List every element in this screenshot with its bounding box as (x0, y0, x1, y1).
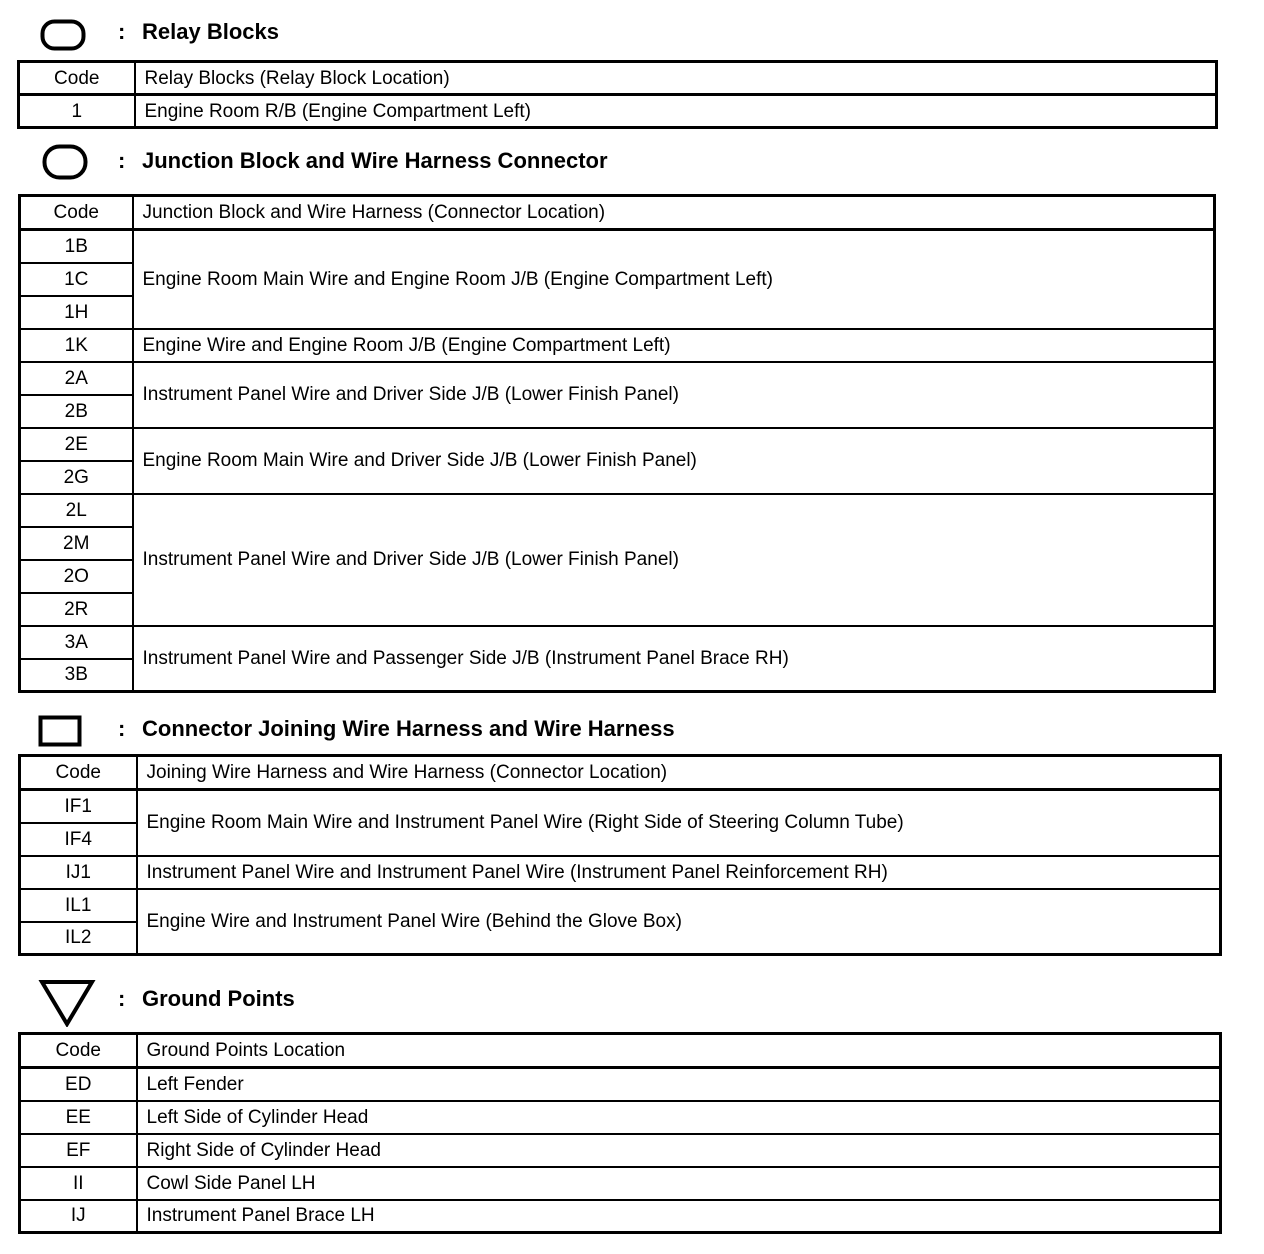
table-row (20, 1068, 1221, 1101)
table-row (20, 1167, 1221, 1200)
code-cell: 2O (20, 560, 133, 593)
junction-block-colon: : (118, 148, 126, 173)
location-cell: Instrument Panel Wire and Passenger Side J/B (Instrument Panel Brace RH) (133, 626, 1215, 692)
code-cell: 1K (20, 329, 133, 362)
ground-triangle-symbol-icon (38, 979, 96, 1027)
table-header-row (19, 62, 1217, 95)
code-cell: 2E (20, 428, 133, 461)
connector-joining-title: Connector Joining Wire Harness and Wire Harness (142, 716, 675, 741)
rectangle-symbol-icon (38, 715, 84, 749)
code-column-header: Code (20, 756, 137, 790)
location-cell: Instrument Panel Wire and Instrument Panel Wire (Instrument Panel Reinforcement RH) (137, 856, 1221, 889)
table-row (20, 329, 1215, 362)
code-cell: 2A (20, 362, 133, 395)
table-row (20, 362, 1215, 395)
code-cell: IL1 (20, 889, 137, 922)
code-column-header: Code (19, 62, 135, 95)
junction-block-title: Junction Block and Wire Harness Connector (142, 148, 608, 173)
code-cell: IF4 (20, 823, 137, 856)
table-row (20, 1200, 1221, 1233)
relay-blocks-heading (0, 12, 600, 52)
table-row (20, 1134, 1221, 1167)
location-cell: Engine Room R/B (Engine Compartment Left) (135, 95, 1217, 128)
location-cell: Left Fender (137, 1068, 1221, 1101)
location-column-header: Junction Block and Wire Harness (Connector Location) (133, 196, 1215, 230)
table-row (19, 95, 1217, 128)
table-row (20, 230, 1215, 263)
code-cell: II (20, 1167, 137, 1200)
relay-blocks-table (17, 60, 1218, 129)
code-cell: 2G (20, 461, 133, 494)
table-row (20, 626, 1215, 659)
code-cell: IF1 (20, 790, 137, 823)
table-header-row (20, 1034, 1221, 1068)
rounded-rectangle-symbol-icon (40, 19, 86, 51)
junction-block-table (18, 194, 1216, 693)
connector-joining-table (18, 754, 1222, 956)
table-row (20, 494, 1215, 527)
location-cell: Right Side of Cylinder Head (137, 1134, 1221, 1167)
location-column-header: Ground Points Location (137, 1034, 1221, 1068)
location-column-header: Joining Wire Harness and Wire Harness (Connector Location) (137, 756, 1221, 790)
relay-blocks-title: Relay Blocks (142, 19, 279, 44)
code-column-header: Code (20, 1034, 137, 1068)
code-cell: 2M (20, 527, 133, 560)
oval-symbol-icon (42, 144, 90, 180)
relay-blocks-colon: : (118, 19, 126, 44)
location-cell: Instrument Panel Brace LH (137, 1200, 1221, 1233)
code-cell: 2R (20, 593, 133, 626)
table-row (20, 790, 1221, 823)
junction-block-heading (0, 141, 800, 181)
ground-points-colon: : (118, 986, 126, 1011)
location-cell: Instrument Panel Wire and Driver Side J/B (Lower Finish Panel) (133, 362, 1215, 428)
table-row (20, 856, 1221, 889)
code-cell: 3B (20, 659, 133, 692)
code-cell: 2L (20, 494, 133, 527)
code-cell: EF (20, 1134, 137, 1167)
location-column-header: Relay Blocks (Relay Block Location) (135, 62, 1217, 95)
ground-points-table (18, 1032, 1222, 1234)
connector-joining-heading (0, 709, 900, 749)
code-cell: 1H (20, 296, 133, 329)
code-cell: EE (20, 1101, 137, 1134)
code-cell: IJ1 (20, 856, 137, 889)
location-cell: Left Side of Cylinder Head (137, 1101, 1221, 1134)
location-cell: Engine Room Main Wire and Driver Side J/B (Lower Finish Panel) (133, 428, 1215, 494)
location-cell: Engine Wire and Instrument Panel Wire (Behind the Glove Box) (137, 889, 1221, 955)
table-header-row (20, 756, 1221, 790)
code-cell: 3A (20, 626, 133, 659)
location-cell: Cowl Side Panel LH (137, 1167, 1221, 1200)
table-row (20, 889, 1221, 922)
code-cell: ED (20, 1068, 137, 1101)
location-cell: Engine Room Main Wire and Instrument Panel Wire (Right Side of Steering Column Tube) (137, 790, 1221, 856)
code-column-header: Code (20, 196, 133, 230)
table-header-row (20, 196, 1215, 230)
ground-points-title: Ground Points (142, 986, 295, 1011)
table-row (20, 1101, 1221, 1134)
code-cell: 2B (20, 395, 133, 428)
ground-points-heading (0, 979, 600, 1019)
code-cell: 1C (20, 263, 133, 296)
code-cell: 1B (20, 230, 133, 263)
location-cell: Engine Room Main Wire and Engine Room J/B (Engine Compartment Left) (133, 230, 1215, 329)
location-cell: Instrument Panel Wire and Driver Side J/B (Lower Finish Panel) (133, 494, 1215, 626)
table-row (20, 428, 1215, 461)
code-cell: IJ (20, 1200, 137, 1233)
location-cell: Engine Wire and Engine Room J/B (Engine Compartment Left) (133, 329, 1215, 362)
code-cell: 1 (19, 95, 135, 128)
connector-joining-colon: : (118, 716, 126, 741)
code-cell: IL2 (20, 922, 137, 955)
